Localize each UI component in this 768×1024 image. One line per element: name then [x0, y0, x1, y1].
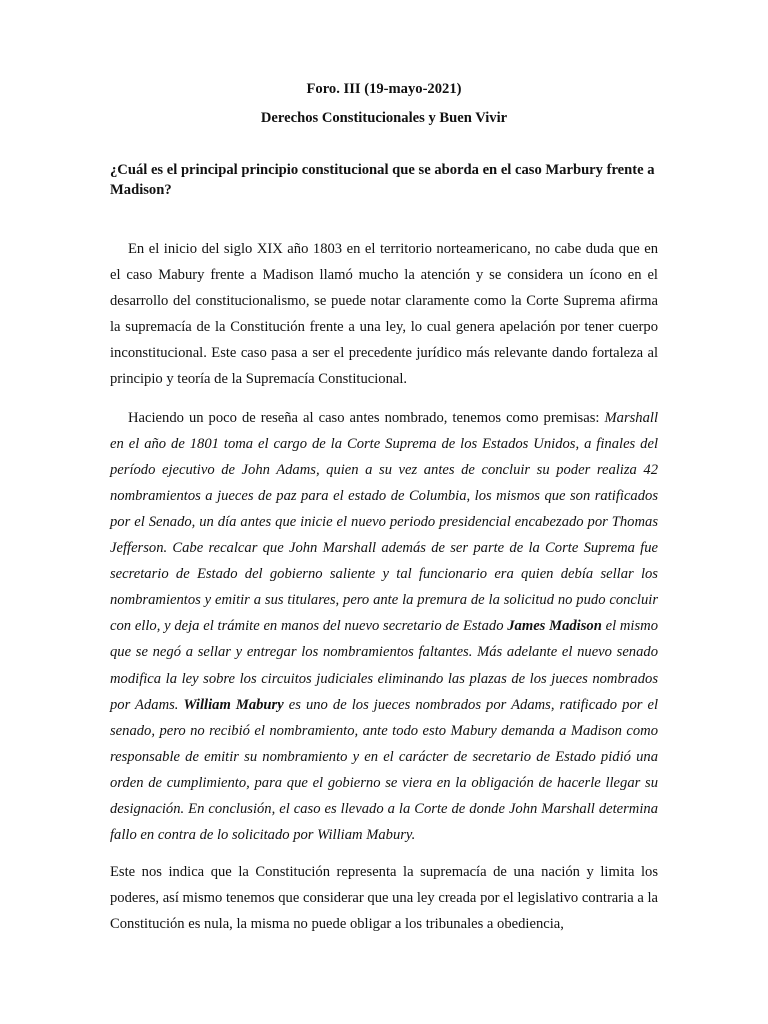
paragraph-1: En el inicio del siglo XIX año 1803 en el territorio norteamericano, no cabe duda que en el caso Mabury frente a Madison llamó mucho la atención y se considera un ícono en el desarrollo del constitucionalismo, se puede notar claramente como la Corte Suprema afirma la supremacía de la Constitución frente a una ley, lo cual genera apelación por tener cuerpo inconstitucional. Este caso pasa a ser el precedente jurídico más relevante dando fortaleza al principio y teoría de la Supremacía Constitucional.	[110, 241, 658, 388]
question-heading: ¿Cuál es el principal principio constitucional que se aborda en el caso Marbury frente a Madison?	[110, 162, 655, 198]
paragraph-3: Este nos indica que la Constitución representa la supremacía de una nación y limita los poderes, así mismo tenemos que considerar que una ley creada por el legislativo contraria a la Constitución es nula, la misma no puede obligar a los tribunales a obediencia,	[110, 864, 658, 933]
name-james-madison: James Madison	[507, 618, 602, 635]
paragraph-2-intro: Haciendo un poco de reseña al caso antes nombrado, tenemos como premisas:	[128, 409, 605, 426]
name-william-mabury: William Mabury	[183, 696, 284, 713]
document-title: Foro. III (19-mayo-2021)	[306, 81, 462, 97]
paragraph-2-italic-a: Marshall en el año de 1801 toma el cargo de la Corte Suprema de los Estados Unidos, a finales del período ejecutivo de John Adams, quien a su vez antes de concluir su poder realiza 42 nombramientos a jueces de paz para el estado de Columbia, los mismos que son ratificados por el Senado, un día antes que inicie el nuevo periodo presidencial encabezado por Thomas Jefferson. Cabe recalcar que John Marshall además de ser parte de la Corte Suprema fue secretario de Estado del gobierno saliente y tal funcionario era quien debía sellar los nombramientos y emitir a sus titulares, pero ante la premura de la solicitud no pudo concluir con ello, y deja el trámite en manos del nuevo secretario de Estado	[110, 409, 658, 635]
document-subtitle: Derechos Constitucionales y Buen Vivir	[260, 110, 508, 126]
paragraph-2	[110, 405, 658, 849]
paragraph-2-italic-b: el mismo que se negó a sellar y entregar los nombramientos faltantes. Más adelante el nuevo senado modifica la ley sobre los circuitos judiciales eliminando las plazas de los jueces nombrados por Adams.	[110, 618, 658, 713]
paragraph-2-italic-c: es uno de los jueces nombrados por Adams, ratificado por el senado, pero no recibió el nombramiento, ante todo esto Mabury demanda a Madison como responsable de emitir su nombramiento y en el carácter de secretario de Estado pidió una orden de cumplimiento, para que el gobierno se viera en la obligación de hacerle llegar su designación. En conclusión, el caso es llevado a la Corte de donde John Marshall determina fallo en contra de lo solicitado por William Mabury.	[110, 696, 659, 844]
document-page	[110, 78, 658, 937]
